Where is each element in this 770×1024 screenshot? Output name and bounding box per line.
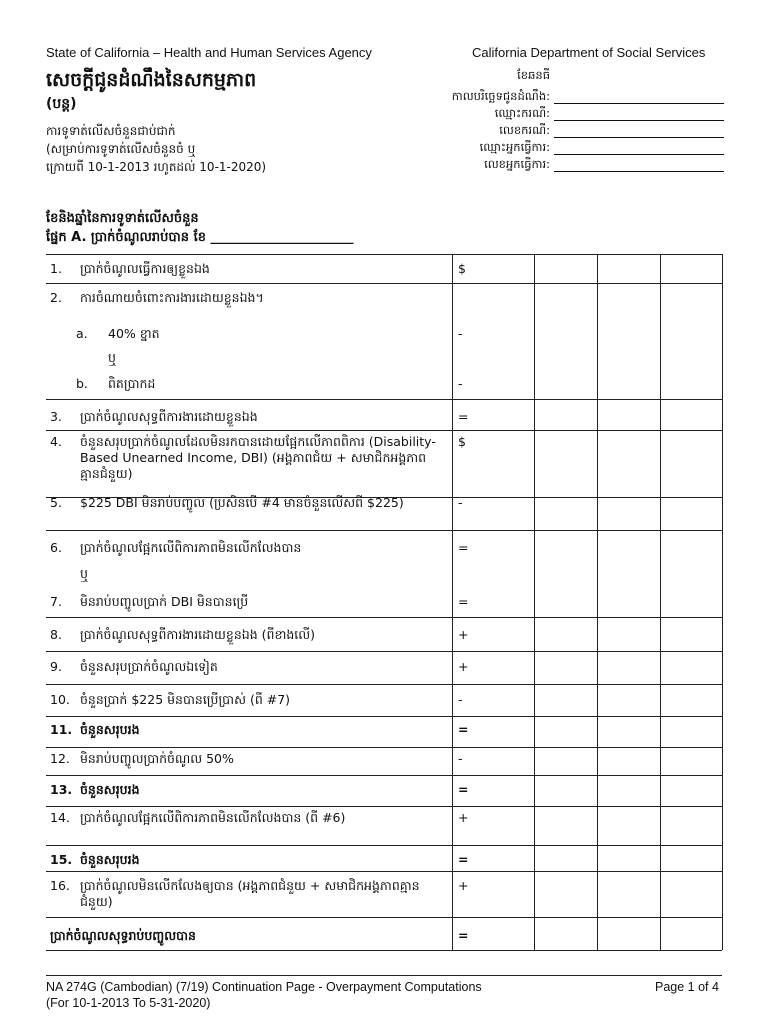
amount-cell[interactable]	[598, 717, 660, 747]
amount-cell[interactable]	[535, 431, 597, 497]
amount-cell[interactable]	[598, 400, 660, 430]
row-operator: -	[458, 326, 463, 341]
amount-cell[interactable]	[661, 846, 722, 871]
amount-cell[interactable]	[535, 400, 597, 430]
row-operator: -	[458, 751, 463, 766]
row-label: ប្រាក់ចំណូលសុទ្ធពីការងារដោយខ្លួនឯង (ពីខាងលើ)	[80, 627, 316, 642]
amount-cell[interactable]	[535, 846, 597, 871]
part-a-heading: ផ្នែក A. ប្រាក់ចំណូលរាប់បាន ខែ ______________________	[46, 230, 354, 245]
amount-cell[interactable]	[598, 776, 660, 806]
row-number: 7.	[50, 594, 62, 609]
amount-cell[interactable]	[535, 255, 597, 283]
amount-cell[interactable]	[661, 685, 722, 716]
amount-cell[interactable]	[453, 846, 534, 871]
case-number-field[interactable]	[554, 125, 724, 138]
case-name-field[interactable]	[554, 108, 724, 121]
row-number: 13.	[50, 782, 73, 797]
row-operator: $	[458, 261, 466, 276]
row-operator: -	[458, 495, 463, 510]
row-number: 10.	[50, 692, 70, 707]
row-label: 40% ខ្នាត	[108, 326, 160, 341]
notice-date-label: កាលបរិច្ឆេទជូនដំណឹង:	[451, 89, 550, 103]
row-number: a.	[76, 326, 88, 341]
amount-cell[interactable]	[598, 872, 660, 917]
row-operator: +	[458, 659, 469, 674]
row-operator: =	[458, 722, 469, 737]
amount-cell[interactable]	[535, 776, 597, 806]
page-number: Page 1 of 4	[655, 980, 719, 994]
row-label: ចំនួនសរុបប្រាក់ចំណូលដែលមិនរកបានដោយផ្អែកលើភាពពិការ (Disability-Based Unearned Income, DBI) (អង្គភាពជំយ + សមាជិកអង្គភាពគ្មានជំនួយ)	[80, 434, 436, 481]
section-title: ខែនិងឆ្នាំនៃការទូទាត់លើសចំនួន	[46, 211, 199, 226]
amount-cell[interactable]	[453, 872, 534, 917]
amount-cell[interactable]	[598, 807, 660, 845]
amount-cell[interactable]	[535, 748, 597, 775]
worker-number-label: លេខអ្នកធ្វើការ:	[484, 157, 550, 171]
page-title-continued: (បន្ត)	[46, 96, 77, 112]
worker-name-label: ឈ្មោះអ្នកធ្វើការ:	[479, 140, 550, 154]
row-operator: $	[458, 434, 466, 449]
amount-cell[interactable]	[535, 498, 597, 530]
amount-cell[interactable]	[453, 400, 534, 430]
row-operator: -	[458, 692, 463, 707]
amount-cell[interactable]	[535, 618, 597, 651]
row-operator: =	[458, 409, 469, 424]
amount-cell[interactable]	[535, 284, 597, 399]
row-label: ឬ	[108, 350, 116, 365]
date-label: ខែឆនធី	[517, 68, 550, 82]
amount-cell[interactable]	[661, 531, 722, 617]
form-date-range: (For 10-1-2013 To 5-31-2020)	[46, 996, 211, 1010]
amount-cell[interactable]	[598, 618, 660, 651]
row-number: 8.	[50, 627, 62, 642]
amount-cell[interactable]	[598, 431, 660, 497]
amount-cell[interactable]	[598, 255, 660, 283]
amount-cell[interactable]	[661, 652, 722, 684]
row-label: ប្រាក់ចំណូលផ្អែកលើពិការភាពមិនលើកលែងបាន (ពី #6)	[80, 810, 346, 825]
amount-cell[interactable]	[598, 748, 660, 775]
amount-cell[interactable]	[453, 685, 534, 716]
subtitle-line-1: ការទូទាត់លើសចំនួនជាប់ជាក់	[46, 124, 176, 138]
row-label: មិនរាប់បញ្ចូលប្រាក់ចំណូល 50%	[80, 751, 234, 766]
amount-cell[interactable]	[453, 618, 534, 651]
amount-cell[interactable]	[598, 846, 660, 871]
footer-divider	[46, 975, 722, 976]
row-number: 6.	[50, 540, 62, 555]
amount-cell[interactable]	[535, 807, 597, 845]
row-number: 9.	[50, 659, 62, 674]
row-operator: =	[458, 782, 469, 797]
row-number: b.	[76, 376, 88, 391]
row-label: $225 DBI មិនរាប់បញ្ចូល (ប្រសិនបើ #4 មានចំនួនលើសពី $225)	[80, 495, 404, 510]
row-operator: =	[458, 540, 469, 555]
row-operator: =	[458, 928, 469, 943]
worker-name-field[interactable]	[554, 142, 724, 155]
row-label: ឬ	[80, 566, 88, 581]
amount-cell[interactable]	[453, 748, 534, 775]
amount-cell[interactable]	[535, 918, 597, 950]
amount-cell[interactable]	[661, 400, 722, 430]
amount-cell[interactable]	[453, 918, 534, 950]
row-number: 5.	[50, 495, 62, 510]
page-title: សេចក្ដីជូនដំណឹងនៃសកម្មភាព	[46, 69, 257, 91]
row-operator: =	[458, 852, 469, 867]
row-label: ការចំណាយចំពោះការងារដោយខ្លួនឯង។	[80, 290, 264, 305]
amount-cell[interactable]	[598, 652, 660, 684]
row-number: 2.	[50, 290, 62, 305]
row-label: ពិតប្រាកដ	[108, 376, 156, 391]
row-label: ចំនួនសរុបរង	[80, 852, 140, 867]
row-operator: -	[458, 376, 463, 391]
row-operator: =	[458, 594, 469, 609]
case-name-label: ឈ្មោះករណី:	[494, 106, 550, 120]
amount-cell[interactable]	[535, 872, 597, 917]
amount-cell[interactable]	[535, 717, 597, 747]
amount-cell[interactable]	[453, 717, 534, 747]
row-operator: +	[458, 810, 469, 825]
amount-cell[interactable]	[535, 685, 597, 716]
amount-cell[interactable]	[453, 652, 534, 684]
amount-cell[interactable]	[535, 531, 597, 617]
row-number: 3.	[50, 409, 62, 424]
amount-cell[interactable]	[453, 498, 534, 530]
subtitle-line-2: (សម្រាប់ការទូទាត់លើសចំនួនចំ ឬ	[46, 142, 196, 156]
amount-cell[interactable]	[661, 807, 722, 845]
row-label: ប្រាក់ចំណូលធ្វើការឲ្យខ្លួនឯង	[80, 261, 210, 276]
amount-cell[interactable]	[598, 531, 660, 617]
amount-cell[interactable]	[661, 255, 722, 283]
row-number: 15.	[50, 852, 73, 867]
amount-cell[interactable]	[453, 284, 534, 399]
amount-cell[interactable]	[598, 685, 660, 716]
amount-cell[interactable]	[598, 918, 660, 950]
amount-cell[interactable]	[453, 531, 534, 617]
amount-cell[interactable]	[598, 284, 660, 399]
amount-cell[interactable]	[661, 284, 722, 399]
row-label: ប្រាក់ចំណូលសុទ្ធរាប់បញ្ចូលបាន	[50, 928, 196, 943]
row-label: មិនរាប់បញ្ចូលប្រាក់ DBI មិនបានប្រើ	[80, 594, 249, 609]
amount-cell[interactable]	[598, 498, 660, 530]
row-number: 16.	[50, 878, 70, 893]
row-number: 11.	[50, 722, 73, 737]
amount-cell[interactable]	[453, 431, 534, 497]
row-label: ប្រាក់ចំណូលសុទ្ធពីការងារដោយខ្លួនឯង	[80, 409, 258, 424]
column-divider	[722, 254, 723, 950]
case-number-label: លេខករណី:	[499, 123, 550, 137]
row-operator: +	[458, 878, 469, 893]
amount-cell[interactable]	[661, 431, 722, 497]
row-label: ចំនួនប្រាក់ $225 មិនបានប្រើប្រាស់ (ពី #7)	[80, 692, 291, 707]
worker-number-field[interactable]	[554, 159, 724, 172]
amount-cell[interactable]	[453, 807, 534, 845]
amount-cell[interactable]	[661, 717, 722, 747]
row-number: 1.	[50, 261, 62, 276]
row-operator: +	[458, 627, 469, 642]
row-label: ប្រាក់ចំណូលមិនលើកលែងឲ្យបាន (អង្គភាពជំនួយ + សមាជិកអង្គភាពគ្មានជំនួយ)	[80, 878, 420, 909]
amount-cell[interactable]	[661, 748, 722, 775]
amount-cell[interactable]	[661, 918, 722, 950]
department-name: California Department of Social Services	[472, 45, 706, 60]
row-number: 14.	[50, 810, 70, 825]
agency-name: State of California – Health and Human Services Agency	[46, 45, 372, 60]
subtitle-line-3: ក្រោយពី 10-1-2013 រហូតដល់ 10-1-2020)	[46, 160, 267, 174]
row-number: 12.	[50, 751, 70, 766]
row-label: ប្រាក់ចំណូលផ្អែកលើពិការភាពមិនលើកលែងបាន	[80, 540, 302, 555]
amount-cell[interactable]	[661, 618, 722, 651]
row-label: ចំនួនសរុបប្រាក់ចំណូលឯទៀត	[80, 659, 218, 674]
amount-cell[interactable]	[661, 498, 722, 530]
row-divider	[46, 950, 722, 951]
row-label: ចំនួនសរុបរង	[80, 722, 140, 737]
amount-cell[interactable]	[453, 776, 534, 806]
row-number: 4.	[50, 434, 62, 449]
amount-cell[interactable]	[535, 652, 597, 684]
notice-date-field[interactable]	[554, 91, 724, 104]
amount-cell[interactable]	[661, 872, 722, 917]
form-id: NA 274G (Cambodian) (7/19) Continuation Page - Overpayment Computations	[46, 980, 482, 994]
row-label: ចំនួនសរុបរង	[80, 782, 140, 797]
amount-cell[interactable]	[453, 255, 534, 283]
amount-cell[interactable]	[661, 776, 722, 806]
